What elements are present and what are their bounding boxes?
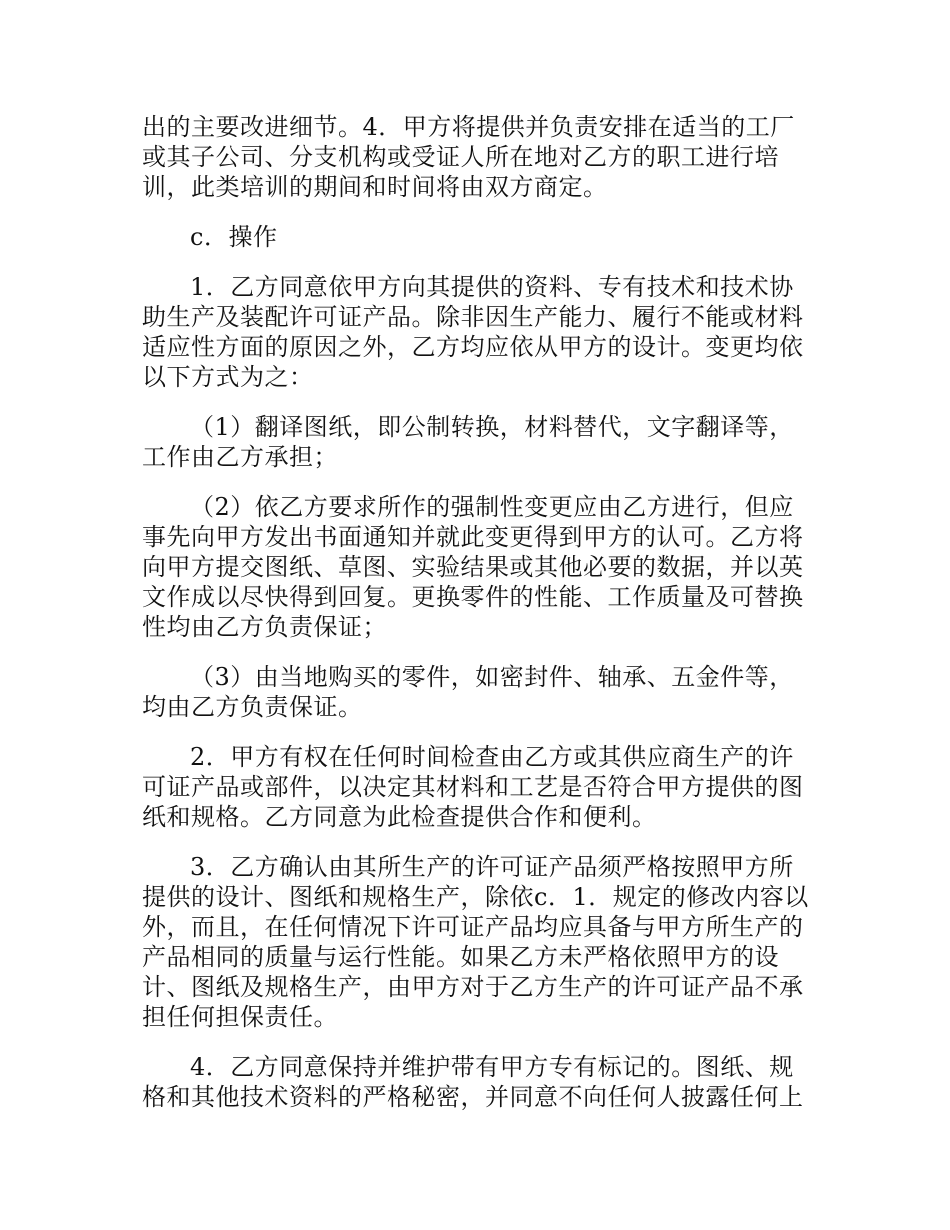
paragraph-clause-2: 2．甲方有权在任何时间检查由乙方或其供应商生产的许可证产品或部件，以决定其材料和工艺是否符合甲方提供的图纸和规格。乙方同意为此检查提供合作和便利。 [142,743,804,831]
paragraph-training-continuation: 出的主要改进细节。4．甲方将提供并负责安排在适当的工厂或其子公司、分支机构或受证人所在地对乙方的职工进行培训，此类培训的期间和时间将由双方商定。 [142,113,795,201]
paragraph-subclause-3: （3）由当地购买的零件，如密封件、轴承、五金件等，均由乙方负责保证。 [142,663,794,721]
paragraph-clause-3: 3．乙方确认由其所生产的许可证产品须严格按照甲方所提供的设计、图纸和规格生产，除依c．1．规定的修改内容以外，而且，在任何情况下许可证产品均应具备与甲方所生产的产品相同的质量与运行性能。如果乙方未严格依照甲方的设计、图纸及规格生产，由甲方对于乙方生产的许可证产品不承担任何担保责任。 [142,853,809,1031]
paragraph-clause-1: 1．乙方同意依甲方向其提供的资料、专有技术和技术协助生产及装配许可证产品。除非因生产能力、履行不能或材料适应性方面的原因之外，乙方均应依从甲方的设计。变更均依以下方式为之： [142,273,804,391]
paragraph-clause-4: 4．乙方同意保持并维护带有甲方专有标记的。图纸、规格和其他技术资料的严格秘密，并同意不向任何人披露任何上 [142,1053,804,1111]
document-body [142,112,818,1132]
paragraph-subclause-1: （1）翻译图纸，即公制转换，材料替代，文字翻译等，工作由乙方承担； [142,413,794,471]
paragraph-subclause-2: （2）依乙方要求所作的强制性变更应由乙方进行，但应事先向甲方发出书面通知并就此变更得到甲方的认可。乙方将向甲方提交图纸、草图、实验结果或其他必要的数据，并以英文作成以尽快得到回复。更换零件的性能、工作质量及可替换性均由乙方负责保证； [142,493,804,641]
section-heading-operation: c．操作 [190,223,278,251]
